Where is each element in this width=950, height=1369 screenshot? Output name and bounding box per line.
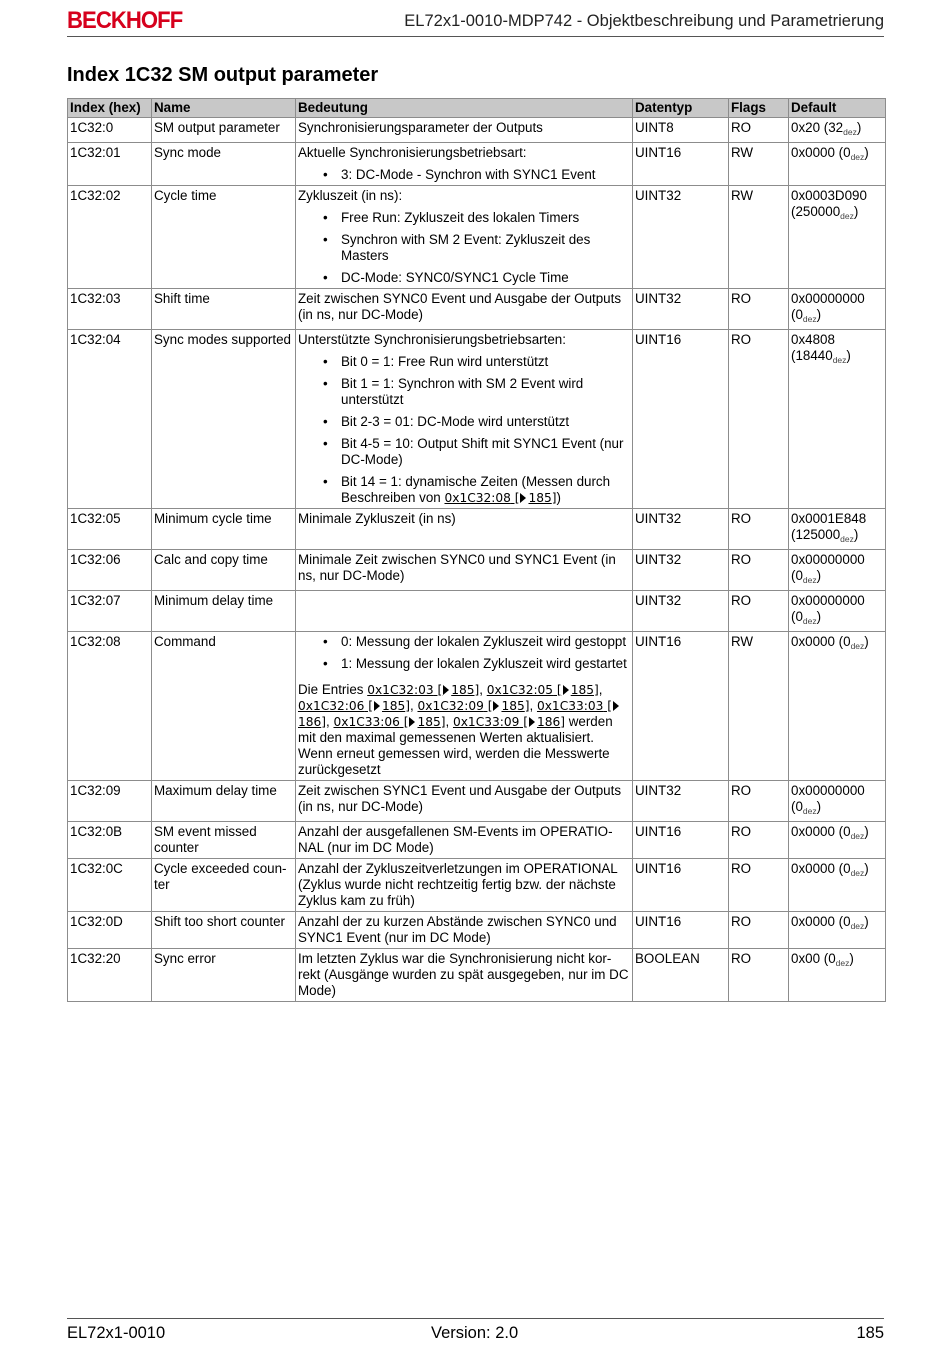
cell-name: Cycle exceeded coun-ter xyxy=(152,859,296,912)
page-number: 185 xyxy=(856,1324,884,1342)
table-row xyxy=(68,509,886,550)
bullet-item: • Bit 4-5 = 10: Output Shift mit SYNC1 Event (nur DC-Mode) xyxy=(323,436,630,468)
cell-name: SM output parameter xyxy=(152,118,296,143)
cell-default: 0x20 $(32_{dez})$ xyxy=(789,118,886,143)
cell-name: Command xyxy=(152,632,296,781)
cell-flags: RO xyxy=(729,509,789,550)
cell-index: 1C32:0 xyxy=(68,118,152,143)
cell-index: 1C32:20 xyxy=(68,949,152,1002)
bullet-item: • Free Run: Zykluszeit des lokalen Timers xyxy=(323,210,630,226)
cell-flags: RW xyxy=(729,632,789,781)
cross-reference-link[interactable]: 0x1C33:09 [ 186] xyxy=(452,715,565,729)
cell-datatype: BOOLEAN xyxy=(633,949,729,1002)
cell-default: 0x0000 $(0_{dez})$ xyxy=(789,632,886,781)
cell-default: 0x0000 $(0_{dez})$ xyxy=(789,822,886,859)
table-row xyxy=(68,912,886,949)
bullet-item: • Bit 2-3 = 01: DC-Mode wird unterstützt xyxy=(323,414,630,430)
cell-name: Shift too short counter xyxy=(152,912,296,949)
cell-index: 1C32:07 xyxy=(68,591,152,632)
cell-flags: RO xyxy=(729,118,789,143)
cell-datatype: UINT16 xyxy=(633,859,729,912)
table-row xyxy=(68,822,886,859)
cell-index: 1C32:0D xyxy=(68,912,152,949)
page-arrow-icon xyxy=(443,685,449,695)
page-arrow-icon xyxy=(563,685,569,695)
cell-default: 0x0000 $(0_{dez})$ xyxy=(789,912,886,949)
cell-datatype: UINT32 xyxy=(633,781,729,822)
brand-logo: BECKHOFF xyxy=(67,7,183,34)
cell-index: 1C32:0C xyxy=(68,859,152,912)
object-table xyxy=(67,98,886,1002)
cell-index: 1C32:09 xyxy=(68,781,152,822)
cell-meaning: Zeit zwischen SYNC1 Event und Ausgabe der Outputs (in ns, nur DC-Mode) xyxy=(296,781,633,822)
bullet-item: • DC-Mode: SYNC0/SYNC1 Cycle Time xyxy=(323,270,630,286)
table-row xyxy=(68,118,886,143)
table-row xyxy=(68,591,886,632)
col-datatype: Datentyp xyxy=(633,99,729,118)
footer-version: Version: 2.0 xyxy=(431,1324,519,1342)
cell-default: 0x00 $(0_{dez})$ xyxy=(789,949,886,1002)
cell-meaning: Anzahl der zu kurzen Abstände zwischen SYNC0 und SYNC1 Event (nur im DC Mode) xyxy=(296,912,633,949)
cell-default: 0x00000000 $(0_{dez})$ xyxy=(789,781,886,822)
cell-index: 1C32:0B xyxy=(68,822,152,859)
page-arrow-icon xyxy=(520,493,526,503)
cell-meaning xyxy=(296,632,633,781)
cross-reference-link[interactable]: 0x1C32:03 [ 185] xyxy=(367,683,480,697)
col-flags: Flags xyxy=(729,99,789,118)
cell-meaning: Unterstützte Synchronisierungsbetriebsarten: • Bit 0 = 1: Free Run wird unterstützt • Bit 1 = 1: Synchron with SM 2 Event wird unterstützt • Bit 2-3 = 01: DC-Mode wird unterstützt • Bit 4-5 = 10: Output Shift mit SYNC1 Event (nur DC-Mode) • Bit 14 = 1: dynamische Zeiten (Messen durch Beschreiben von 0x1C32:08 [ 185]) xyxy=(296,330,633,509)
cell-flags: RO xyxy=(729,591,789,632)
cell-name: Cycle time xyxy=(152,186,296,289)
cross-reference-link[interactable]: 0x1C32:05 [ 185] xyxy=(486,683,599,697)
table-row xyxy=(68,949,886,1002)
bullet-item: • 3: DC-Mode - Synchron with SYNC1 Event xyxy=(323,167,630,183)
table-row xyxy=(68,289,886,330)
table-row xyxy=(68,781,886,822)
cell-index: 1C32:01 xyxy=(68,143,152,186)
cell-index: 1C32:02 xyxy=(68,186,152,289)
document-title: EL72x1-0010-MDP742 - Objektbeschreibung und Parametrierung xyxy=(404,12,884,30)
cell-default: 0x0000 $(0_{dez})$ xyxy=(789,143,886,186)
cross-reference-link[interactable]: 0x1C33:06 [ 185] xyxy=(333,715,446,729)
cell-datatype: UINT32 xyxy=(633,289,729,330)
bullet-item: • Synchron with SM 2 Event: Zykluszeit des Masters xyxy=(323,232,630,264)
cell-default: 0x00000000 $(0_{dez})$ xyxy=(789,591,886,632)
cell-flags: RO xyxy=(729,912,789,949)
cell-flags: RO xyxy=(729,822,789,859)
cell-name: Calc and copy time xyxy=(152,550,296,591)
cell-datatype: UINT32 xyxy=(633,509,729,550)
cell-index: 1C32:03 xyxy=(68,289,152,330)
footer-product: EL72x1-0010 xyxy=(67,1324,166,1342)
col-name: Name xyxy=(152,99,296,118)
cross-reference-link[interactable]: 0x1C33:03 [186] xyxy=(298,699,621,729)
cell-default: 0x4808 $(18440_{dez})$ xyxy=(789,330,886,509)
cell-default: 0x0003D090 $(250000_{dez})$ xyxy=(789,186,886,289)
bullet-item: • Bit 14 = 1: dynamische Zeiten (Messen durch Beschreiben von 0x1C32:08 [ 185]) xyxy=(323,474,630,506)
page-arrow-icon xyxy=(409,717,415,727)
cell-meaning: Minimale Zykluszeit (in ns) xyxy=(296,509,633,550)
cell-name: Minimum delay time xyxy=(152,591,296,632)
cell-datatype: UINT16 xyxy=(633,822,729,859)
cell-default: 0x00000000 $(0_{dez})$ xyxy=(789,289,886,330)
cell-datatype: UINT32 xyxy=(633,186,729,289)
col-index: Index (hex) xyxy=(68,99,152,118)
cell-index: 1C32:06 xyxy=(68,550,152,591)
table-header-row xyxy=(68,99,886,118)
cell-default: 0x0001E848 $(125000_{dez})$ xyxy=(789,509,886,550)
cell-datatype: UINT16 xyxy=(633,912,729,949)
footer-divider xyxy=(67,1318,884,1319)
page-arrow-icon xyxy=(374,701,380,711)
bullet-item: • Bit 0 = 1: Free Run wird unterstützt xyxy=(323,354,630,370)
cell-flags: RO xyxy=(729,781,789,822)
cell-flags: RO xyxy=(729,550,789,591)
cross-reference-link[interactable]: 0x1C32:08 [ 185] xyxy=(444,491,557,505)
table-row xyxy=(68,550,886,591)
page-arrow-icon xyxy=(529,717,535,727)
cell-meaning: Anzahl der Zykluszeitverletzungen im OPERATIONAL (Zyklus wurde nicht rechtzeitig fertig bzw. der nächste Zyklus kam zu früh) xyxy=(296,859,633,912)
cell-flags: RW xyxy=(729,186,789,289)
cell-name: Sync error xyxy=(152,949,296,1002)
cell-flags: RO xyxy=(729,289,789,330)
table-row xyxy=(68,186,886,289)
cell-meaning: Anzahl der ausgefallenen SM-Events im OPERATIO-NAL (nur im DC Mode) xyxy=(296,822,633,859)
cell-meaning: Aktuelle Synchronisierungsbetriebsart: • 3: DC-Mode - Synchron with SYNC1 Event xyxy=(296,143,633,186)
cell-flags: RO xyxy=(729,859,789,912)
cell-name: Minimum cycle time xyxy=(152,509,296,550)
page-arrow-icon xyxy=(613,701,619,711)
bullet-item: • 1: Messung der lokalen Zykluszeit wird gestartet xyxy=(323,656,630,672)
cell-meaning: Zeit zwischen SYNC0 Event und Ausgabe der Outputs (in ns, nur DC-Mode) xyxy=(296,289,633,330)
cell-name: Sync mode xyxy=(152,143,296,186)
cell-datatype: UINT32 xyxy=(633,591,729,632)
col-meaning: Bedeutung xyxy=(296,99,633,118)
cell-datatype: UINT16 xyxy=(633,143,729,186)
cell-meaning: Im letzten Zyklus war die Synchronisierung nicht kor-rekt (Ausgänge wurden zu spät ausgegeben, nur im DC Mode) xyxy=(296,949,633,1002)
cell-meaning: Zykluszeit (in ns): • Free Run: Zykluszeit des lokalen Timers • Synchron with SM 2 Event: Zykluszeit des Masters • DC-Mode: SYNC0/SYNC1 Cycle Time xyxy=(296,186,633,289)
header-divider xyxy=(67,36,884,37)
cell-name: Maximum delay time xyxy=(152,781,296,822)
cell-meaning xyxy=(296,591,633,632)
cell-index: 1C32:04 xyxy=(68,330,152,509)
cross-reference-link[interactable]: 0x1C32:06 [ 185] xyxy=(298,699,411,713)
col-default: Default xyxy=(789,99,886,118)
table-row xyxy=(68,859,886,912)
table-row xyxy=(68,143,886,186)
cell-index: 1C32:05 xyxy=(68,509,152,550)
cell-flags: RO xyxy=(729,949,789,1002)
page-arrow-icon xyxy=(493,701,499,711)
command-paragraph: Die Entries 0x1C32:03 [ 185], 0x1C32:05 [ 185], 0x1C32:06 [ 185], 0x1C32:09 [ 185], 0x1C33:03 [186], 0x1C33:06 [ 185], 0x1C33:09 [ 186] werden mit den maximal gemessenen Werten aktualisiert. Wenn erneut gemessen wird, werden die Messwerte zurückgesetzt xyxy=(298,682,630,778)
cell-default: 0x00000000 $(0_{dez})$ xyxy=(789,550,886,591)
cell-name: Sync modes supported xyxy=(152,330,296,509)
cell-datatype: UINT16 xyxy=(633,632,729,781)
bullet-item: • 0: Messung der lokalen Zykluszeit wird gestoppt xyxy=(323,634,630,650)
cell-datatype: UINT8 xyxy=(633,118,729,143)
cell-datatype: UINT32 xyxy=(633,550,729,591)
cross-reference-link[interactable]: 0x1C32:09 [ 185] xyxy=(417,699,530,713)
bullet-item: • Bit 1 = 1: Synchron with SM 2 Event wird unterstützt xyxy=(323,376,630,408)
cell-flags: RW xyxy=(729,143,789,186)
table-row xyxy=(68,330,886,509)
table-row xyxy=(68,632,886,781)
cell-name: Shift time xyxy=(152,289,296,330)
cell-meaning: Minimale Zeit zwischen SYNC0 und SYNC1 Event (in ns, nur DC-Mode) xyxy=(296,550,633,591)
section-title: Index 1C32 SM output parameter xyxy=(67,64,379,86)
cell-flags: RO xyxy=(729,330,789,509)
cell-index: 1C32:08 xyxy=(68,632,152,781)
cell-name: SM event missed counter xyxy=(152,822,296,859)
cell-meaning: Synchronisierungsparameter der Outputs xyxy=(296,118,633,143)
cell-datatype: UINT16 xyxy=(633,330,729,509)
cell-default: 0x0000 $(0_{dez})$ xyxy=(789,859,886,912)
